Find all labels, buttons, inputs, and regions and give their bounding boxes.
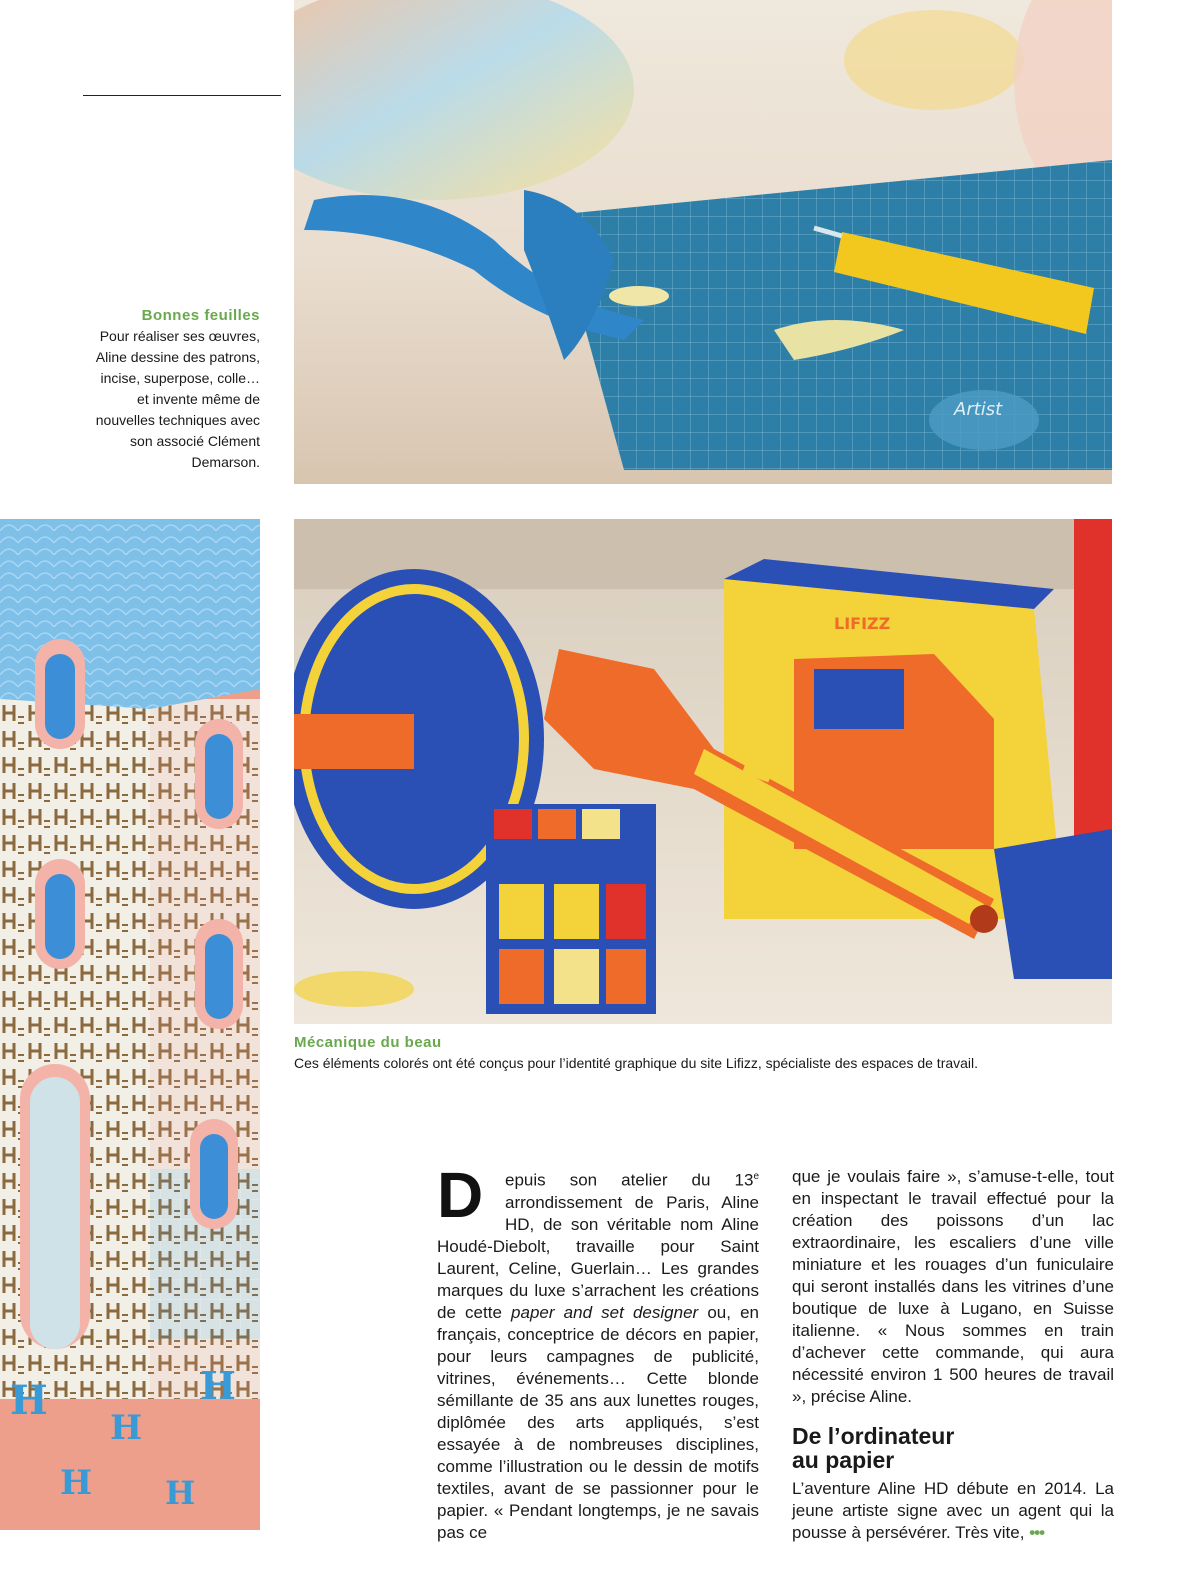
- truck-label: LIFIZZ: [834, 614, 891, 633]
- photo-paper-mechanics: [294, 519, 1112, 1024]
- svg-text:H: H: [60, 1463, 93, 1503]
- svg-text:H: H: [200, 1363, 236, 1408]
- paper-mechanics-illustration: [294, 519, 1112, 1024]
- side-caption: [90, 307, 260, 473]
- paper-house-illustration: [0, 519, 260, 1530]
- article-column-2: [792, 1166, 1114, 1544]
- cutting-mat-illustration: [294, 0, 1112, 484]
- photo-paper-house: [0, 519, 260, 1530]
- section-subheading: De l’ordinateur au papier: [792, 1423, 955, 1473]
- continue-dots-icon: •••: [1029, 1523, 1045, 1542]
- paper-roller-axle: [294, 714, 414, 769]
- side-caption-title: Bonnes feuilles: [141, 307, 260, 324]
- truck-window: [814, 669, 904, 729]
- article-paragraph-2: que je voulais faire », s’amuse-t-elle, tout en inspectant le travail effectué pour la création des poissons d’un lac extraordinaire, les escaliers d’une ville miniature et les rouages d’un funiculaire qui seront installés dans les vitrines d’une boutique de luxe à Lugano, en Suisse italienne. « Nous sommes en train d’achever cette commande, qui aura nécessité environ 1 500 heures de travail », précise Aline.: [792, 1167, 1114, 1406]
- article-column-1: [437, 1159, 759, 1544]
- photo-cutting-mat: [294, 0, 1112, 484]
- paper-fan-shape: [294, 0, 634, 200]
- side-caption-text: Pour réaliser ses œuvres, Aline dessine des patrons, incise, superpose, colle… et invente même de nouvelles techniques avec son associé Clément Demarson.: [95, 328, 260, 470]
- house-door: [30, 1077, 80, 1349]
- top-rule: [83, 95, 281, 96]
- svg-text:H: H: [165, 1474, 196, 1512]
- mid-caption: [294, 1034, 1114, 1073]
- mid-caption-text: Ces éléments colorés ont été conçus pour l’identité graphique du site Lifizz, spécialiste des espaces de travail.: [294, 1055, 979, 1071]
- svg-text:H: H: [110, 1408, 143, 1448]
- rubiks-cube: [486, 804, 656, 1014]
- yellow-paper-scrap: [294, 971, 414, 1007]
- article-paragraph-3: L’aventure Aline HD débute en 2014. La jeune artiste signe avec un agent qui la pousse à persévérer. Très vite, •••: [792, 1479, 1114, 1542]
- paper-scrap: [609, 286, 669, 306]
- mid-caption-title: Mécanique du beau: [294, 1034, 442, 1051]
- svg-text:H: H: [10, 1377, 48, 1424]
- drop-cap: D: [437, 1159, 484, 1231]
- article-paragraph-1: epuis son atelier du 13e arrondissement de Paris, Aline HD, de son véritable nom Aline Houdé-Diebolt, travaille pour Saint Laurent, Celine, Guerlain… Les grandes marques du luxe s’arrachent les créations de cette paper and set designer ou, en français, conceptrice de décors en papier, pour leurs campagnes de publicité, vitrines, événements… Cette blonde sémillante de 35 ans aux lunettes rouges, diplômée des arts appliqués, s’est essayée à de nombreuses disciplines, comme l’illustration ou le dessin de motifs textiles, avant de se passionner pour le papier. « Pendant longtemps, je ne savais pas ce: [437, 1170, 759, 1542]
- blurred-yellow-shape: [844, 10, 1024, 110]
- blue-paper-box: [994, 829, 1112, 979]
- mat-brand-label: Artist: [954, 399, 1003, 420]
